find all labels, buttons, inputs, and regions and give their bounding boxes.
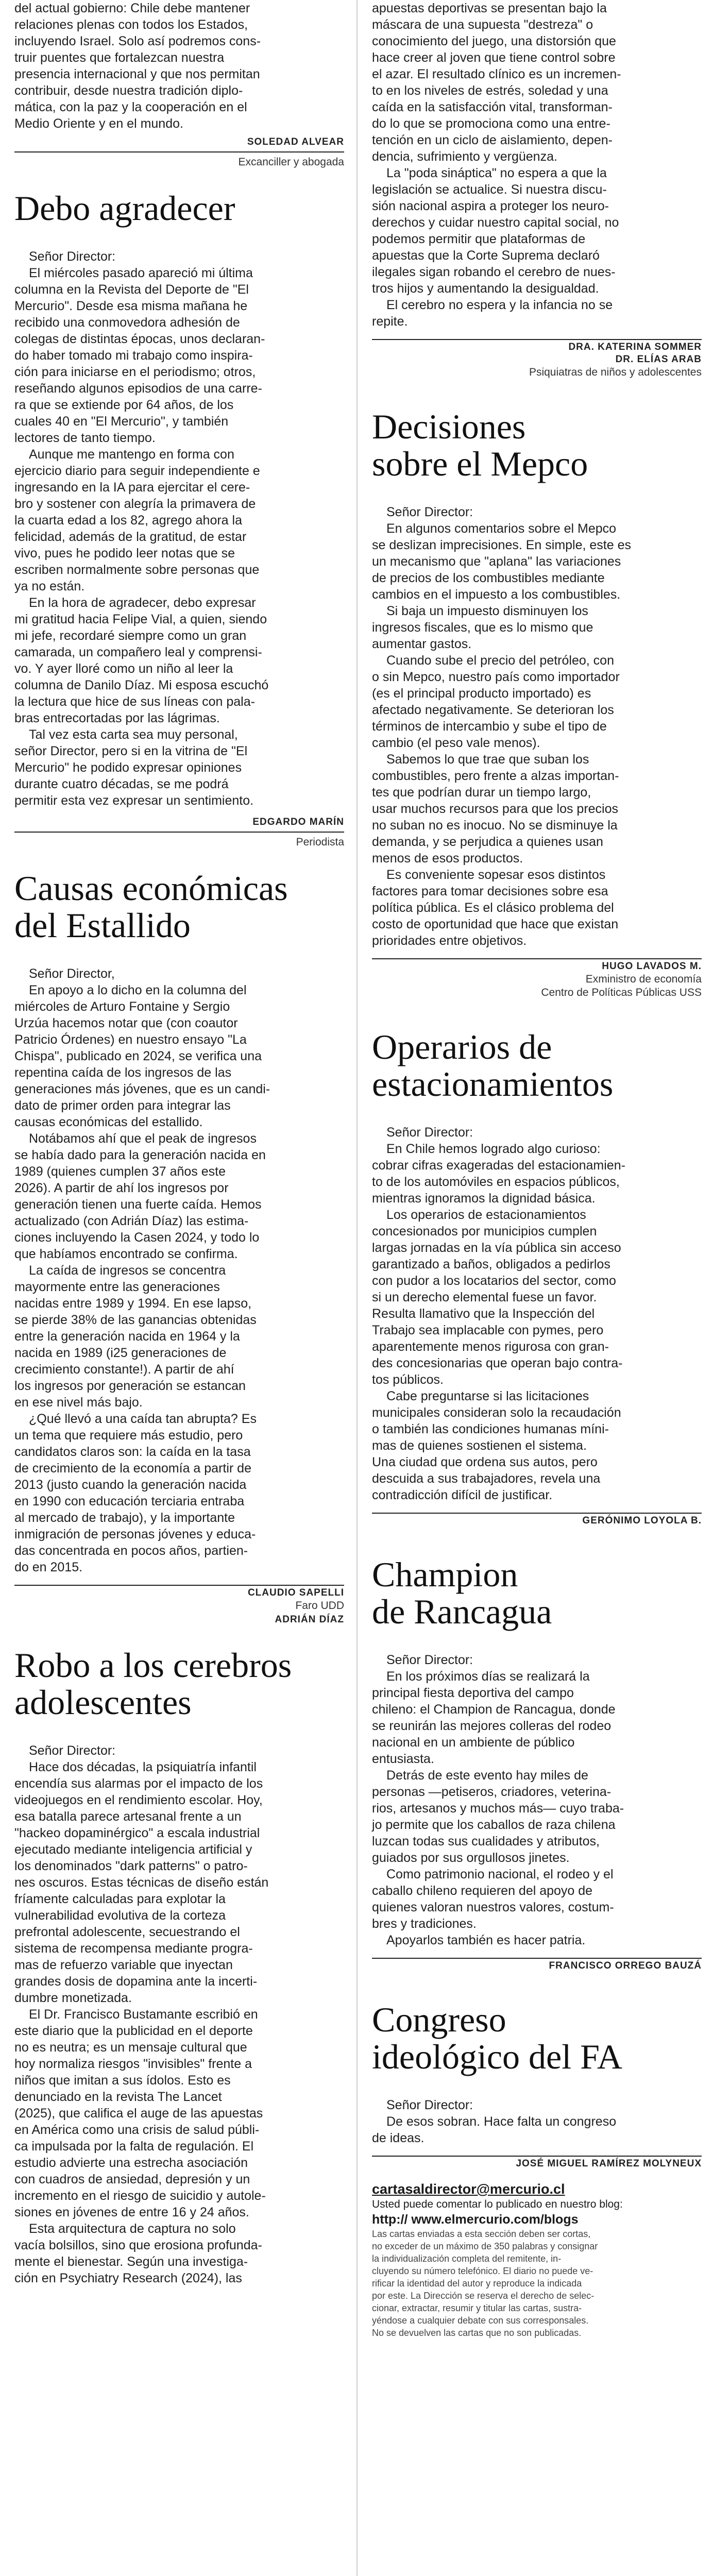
text-line: tos públicos. [372,1372,444,1387]
text-line: Señor Director: [29,1743,116,1758]
text-line: jo permite que los caballos de raza chilena [372,1818,616,1832]
text-line: yéndose a cualquier debate con sus corresponsales. [372,2315,589,2326]
text-line: cambios en el impuesto a los combustibles. [372,587,621,602]
text-line: Señor Director: [386,1125,473,1140]
text-line: apuestas deportivas se presentan bajo la [372,1,607,15]
text-line: ingresos fiscales, que es lo mismo que [372,620,593,635]
text-line: encendía sus alarmas por el impacto de los [14,1776,263,1791]
text-line: tención en un ciclo de aislamiento, depen- [372,133,613,147]
text-line: El cerebro no espera y la infancia no se [386,298,613,312]
text-line: vulnerabilidad evolutiva de la corteza [14,1908,226,1923]
text-line: en ese nivel más bajo. [14,1395,143,1410]
text-line: los ingresos por generación se estancan [14,1379,246,1393]
text-line: en América como una crisis de salud públi- [14,2123,260,2137]
text-line: quienes valoran nuestros valores, costum- [372,1900,614,1914]
right-column [372,0,702,2339]
text-line: De esos sobran. Hace falta un congreso [386,2114,617,2129]
text-line: prioridades entre objetivos. [372,934,527,948]
letter-body [372,1652,702,1948]
text-line: contradicción difícil de justificar. [372,1488,553,1502]
text-line: do haber tomado mi trabajo como inspira- [14,348,253,363]
signature-rule [372,1958,702,1959]
text-line: cionar, extractar, resumir y titular las cartas, sustra- [372,2303,582,2313]
text-line: no suban no es inocuo. No se disminuye la [372,818,618,833]
text-line: Mercurio". Desde esa misma mañana he [14,299,248,313]
text-line: das concentrada en pocos años, partien- [14,1544,248,1558]
title-line: sobre el Mepco [372,444,588,483]
text-line: tes que podrían durar un tiempo largo, [372,785,591,800]
text-line: mente el bienestar. Según una investiga- [14,2255,248,2269]
letter-affiliation: Periodista [296,836,344,848]
text-line: En Chile hemos logrado algo curioso: [386,1142,601,1156]
text-line: recibido una conmovedora adhesión de [14,315,240,330]
text-line: La "poda sináptica" no espera a que la [386,166,607,180]
text-line: términos de intercambio y sube el tipo de [372,719,607,734]
letter-author: SOLEDAD ALVEAR [247,137,344,147]
letter-title [372,1028,702,1103]
text-line: mi gratitud hacia Felipe Vial, a quien, siendo [14,612,267,626]
text-line: Medio Oriente y en el mundo. [14,116,183,131]
signature-rule [14,832,344,833]
text-line: bres y tradiciones. [372,1917,477,1931]
text-line: siones en jóvenes de entre 16 y 24 años. [14,2205,249,2219]
text-line: En algunos comentarios sobre el Mepco [386,521,617,536]
text-line: la individualización completa del remitente, in- [372,2253,562,2264]
text-line: to en los niveles de estrés, soledad y una [372,83,608,98]
text-line: truir puentes que fortalezcan nuestra [14,50,225,65]
title-line: ideológico del FA [372,2037,622,2076]
text-line: Trabajo sea implacable con pymes, pero [372,1323,604,1337]
text-line: Cabe preguntarse si las licitaciones [386,1389,589,1403]
text-line: el azar. El resultado clínico es un incremen- [372,67,621,81]
text-line: videojuegos en el rendimiento escolar. Hoy, [14,1793,263,1807]
letter-author: CLAUDIO SAPELLI [247,1587,344,1598]
text-line: o sin Mepco, nuestro país como importador [372,670,620,684]
text-line: des concesionarias que operan bajo contra- [372,1356,623,1370]
text-line: felicidad, además de la gratitud, de estar [14,530,247,544]
text-line: nacidas entre 1989 y 1994. En ese lapso, [14,1296,252,1311]
signature-rule [372,958,702,959]
text-line: camarada, un compañero leal y comprensi- [14,645,262,659]
text-line: este diario que la publicidad en el deporte [14,2024,253,2038]
text-line: denunciado en la revista The Lancet [14,2090,222,2104]
text-line: entre la generación nacida en 1964 y la [14,1329,240,1344]
title-line: del Estallido [14,906,191,945]
text-line: afectado negativamente. Se deterioran los [372,703,614,717]
text-line: columna de Danilo Díaz. Mi esposa escuchó [14,678,269,692]
text-line: los denominados "dark patterns" o patro- [14,1859,248,1873]
text-line: 1989 (quienes cumplen 37 años este [14,1164,226,1179]
letters-email-link[interactable]: cartasaldirector@mercurio.cl [372,2181,565,2197]
letter-affiliation: Centro de Políticas Públicas USS [541,987,702,998]
text-line: lectores de tanto tiempo. [14,431,156,445]
text-line: ingresando en la IA para ejercitar el cere- [14,480,250,495]
text-line: largas jornadas en la vía pública sin acceso [372,1241,621,1255]
text-line: hace creer al joven que tiene control sobre [372,50,616,65]
text-line: Señor Director: [386,2098,473,2112]
text-line: de precios de los combustibles mediante [372,571,605,585]
text-line: ejecutado mediante inteligencia artificial y [14,1842,252,1857]
letters-footer [372,2180,702,2339]
text-line: tros hijos y aumentando la desigualdad. [372,281,599,296]
text-line: estudio advierte una estrecha asociación [14,2156,248,2170]
column-divider [356,0,358,2576]
text-line: vacía bolsillos, sino que erosiona profunda- [14,2238,262,2252]
text-line: relaciones plenas con todos los Estados, [14,18,248,32]
title-line: Champion [372,1555,518,1594]
text-line: al mercado de trabajo), y la importante [14,1511,235,1525]
blog-link[interactable]: http:// www.elmercurio.com/blogs [372,2212,579,2227]
letter-author: FRANCISCO ORREGO BAUZÁ [549,1960,702,1971]
signature-rule [14,1585,344,1586]
text-line: columna en la Revista del Deporte de "El [14,282,249,297]
text-line: un mecanismo que "aplana" las variaciones [372,554,621,569]
title-line: adolescentes [14,1683,192,1722]
text-line: Aunque me mantengo en forma con [29,447,234,462]
text-line: concesionados por municipios cumplen [372,1224,597,1239]
text-line: Resulta llamativo que la Inspección del [372,1307,595,1321]
text-line: fríamente calculadas para explotar la [14,1892,226,1906]
text-line: presencia internacional y que nos permitan [14,67,260,81]
text-line: un tema que requiere más estudio, pero [14,1428,243,1443]
text-line: por este. La Dirección se reserva el derecho de selec- [372,2291,595,2301]
text-line: Señor Director, [29,967,115,981]
text-line: Chispa", publicado en 2024, se verifica una [14,1049,262,1063]
text-line: apuestas que la Corte Suprema declaró [372,248,600,263]
text-line: ciones incluyendo la Casen 2024, y todo lo [14,1230,260,1245]
text-line: mientras ignoramos la dignidad básica. [372,1191,596,1206]
letter-title: Debo agradecer [14,189,235,228]
text-line: incremento en el riesgo de suicidio y autole- [14,2189,266,2203]
text-line: El miércoles pasado apareció mi última [29,266,253,280]
text-line: mática, con la paz y la cooperación en el [14,100,247,114]
title-line: de Rancagua [372,1592,552,1631]
text-line: personas —petiseros, criadores, veterina- [372,1785,612,1799]
text-line: la cuarta edad a los 82, agrego ahora la [14,513,242,528]
text-line: legislación se actualice. Si nuestra discu- [372,182,607,197]
letter-body [372,1124,702,1503]
text-line: mas de refuerzo variable que inyectan [14,1958,233,1972]
letter-title [372,1556,702,1630]
text-line: menos de esos productos. [372,851,523,866]
letter-body [372,504,702,949]
text-line: Detrás de este evento hay miles de [386,1768,588,1783]
letter-author: GERÓNIMO LOYOLA B. [582,1515,702,1526]
signature-rule [372,2156,702,2157]
intro-letter-fragment [14,0,344,132]
letter-affiliation: Psiquiatras de niños y adolescentes [529,366,702,378]
text-line: vivo, pues he podido leer notas que se [14,546,235,561]
text-line: crecimiento constante!). A partir de ahí [14,1362,234,1377]
text-line: 2013 (justo cuando la generación nacida [14,1478,247,1492]
text-line: Apoyarlos también es hacer patria. [386,1933,586,1947]
text-line: se reunirán las mejores colleras del rodeo [372,1719,612,1733]
text-line: actualizado (con Adrián Díaz) las estima- [14,1214,249,1228]
text-line: municipales consideran solo la recaudación [372,1405,621,1420]
text-line: del actual gobierno: Chile debe mantener [14,1,250,15]
letter-body [14,965,344,1575]
letter-coauthor: ADRIÁN DÍAZ [275,1614,344,1625]
text-line: la lectura que hice de sus líneas con pala- [14,694,255,709]
text-line: colegas de distintas épocas, unos declaran- [14,332,265,346]
text-line: guiados por sus orgullosos jinetes. [372,1851,570,1865]
text-line: nacional en un ambiente de público [372,1735,575,1750]
text-line: vo. Y ayer lloré como un niño al leer la [14,662,233,676]
letter-author: EDGARDO MARÍN [252,817,344,827]
text-line: se deslizan imprecisiones. En simple, este es [372,538,632,552]
text-line: Si baja un impuesto disminuyen los [386,604,588,618]
text-line: repentina caída de los ingresos de las [14,1065,232,1080]
letter-author: JOSÉ MIGUEL RAMÍREZ MOLYNEUX [516,2158,702,2169]
text-line: Como patrimonio nacional, el rodeo y el [386,1867,614,1882]
title-line: estacionamientos [372,1064,614,1104]
title-line: Congreso [372,2000,506,2039]
blog-intro: Usted puede comentar lo publicado en nuestro blog: [372,2198,623,2210]
title-line: Robo a los cerebros [14,1646,292,1685]
text-line: conocimiento del juego, una distorsión que [372,34,616,48]
text-line: permitir esta vez expresar un sentimiento. [14,793,254,808]
letter-body-continued [372,0,702,330]
text-line: niños que imitan a sus ídolos. Esto es [14,2073,231,2088]
text-line: podemos permitir que plataformas de [372,232,586,246]
letter-author: DRA. KATERINA SOMMER [568,342,702,352]
text-line: Cuando sube el precio del petróleo, con [386,653,614,668]
text-line: Señor Director: [29,249,116,264]
text-line: Notábamos ahí que el peak de ingresos [29,1131,257,1146]
letter-affiliation: Faro UDD [295,1600,344,1612]
text-line: (2025), que califica el auge de las apuestas [14,2106,263,2121]
text-line: causas económicas del estallido. [14,1115,203,1129]
text-line: Señor Director: [386,505,473,519]
text-line: de crecimiento de la economía a partir de [14,1461,251,1476]
title-line: Causas económicas [14,869,288,908]
text-line: mi jefe, recordaré siempre como un gran [14,629,247,643]
text-line: reseñando algunos episodios de una carre- [14,381,262,396]
text-line: 2026). A partir de ahí los ingresos por [14,1181,229,1195]
text-line: Sabemos lo que trae que suban los [386,752,589,767]
text-line: ción en Psychiatry Research (2024), las [14,2271,242,2285]
intro-letter-body [14,0,344,132]
text-line: factores para tomar decisiones sobre esa [372,884,608,899]
text-line: candidatos claros son: la caída en la tasa [14,1445,251,1459]
text-line: luzcan todas sus cualidades y atributos, [372,1834,600,1849]
text-line: do lo que se promociona como una entre- [372,116,610,131]
text-line: to de los automóviles en espacios públicos, [372,1175,620,1189]
text-line: de ideas. [372,2131,425,2145]
text-line: con pudor a los locatarios del sector, como [372,1274,616,1288]
text-line: que habíamos encontrado se confirma. [14,1247,238,1261]
text-line: señor Director, pero si en la vitrina de "El [14,744,248,758]
text-line: Hace dos décadas, la psiquiatría infantil [29,1760,257,1774]
text-line: nacida en 1989 (i25 generaciones de [14,1346,227,1360]
text-line: La caída de ingresos se concentra [29,1263,226,1278]
text-line: bras entrecortadas por las lágrimas. [14,711,220,725]
text-line: descuida a sus trabajadores, revela una [372,1471,601,1486]
text-line: rificar la identidad del autor y reproduce la indicada [372,2278,582,2289]
text-line: aumentar gastos. [372,637,472,651]
text-line: dumbre monetizada. [14,1991,132,2005]
text-line: mas de quienes sostienen el sistema. [372,1438,587,1453]
signature-rule [372,339,702,340]
text-line: Es conveniente sopesar esos distintos [386,868,606,882]
text-line: ejercicio diario para seguir independiente e [14,464,260,478]
text-line: cluyendo su número telefónico. El diario no puede ve- [372,2266,593,2276]
letter-affiliation: Excanciller y abogada [238,156,344,168]
signature-rule [14,151,344,152]
text-line: Urzúa hacemos notar que (con coautor [14,1016,238,1030]
text-line: repite. [372,314,408,329]
text-line: En apoyo a lo dicho en la columna del [29,983,247,997]
text-line: contribuir, desde nuestra tradición diplo- [14,83,243,98]
text-line: caída en la satisfacción vital, transforman- [372,100,613,114]
text-line: costo de oportunidad que hace que existan [372,917,619,931]
text-line: no exceder de un máximo de 350 palabras y consignar [372,2241,598,2251]
text-line: o también las condiciones humanas míni- [372,1422,609,1436]
text-line: generación tienen una fuerte caída. Hemos [14,1197,262,1212]
text-line: "hackeo dopaminérgico" a escala industrial [14,1826,260,1840]
text-line: combustibles, pero frente a alzas importan- [372,769,619,783]
title-line: Decisiones [372,407,526,446]
text-line: política pública. Es el clásico problema del [372,901,614,915]
text-line: ya no están. [14,579,85,594]
text-line: do en 2015. [14,1560,83,1574]
title-line: Operarios de [372,1027,552,1066]
letter-author: HUGO LAVADOS M. [602,961,702,972]
text-line: derechos y cuidar nuestro capital social, no [372,215,619,230]
text-line: garantizado a baños, obligados a pedirlos [372,1257,610,1272]
letter-title [372,2001,702,2075]
text-line: sión nacional aspira a proteger los neuro- [372,199,609,213]
text-line: aparentemente menos rigurosa con gran- [372,1340,609,1354]
text-line: chileno: el Champion de Rancagua, donde [372,1702,616,1717]
letter-body [14,1742,344,2286]
text-line: sistema de recompensa mediante progra- [14,1941,253,1956]
text-line: rios, artesanos y muchos más— cuyo traba- [372,1801,624,1816]
text-line: si un derecho elemental fuese un favor. [372,1290,597,1304]
text-line: mayormente entre las generaciones [14,1280,220,1294]
text-line: Señor Director: [386,1653,473,1667]
letter-body [14,248,344,809]
letter-author: DR. ELÍAS ARAB [615,354,702,365]
text-line: se había dado para la generación nacida en [14,1148,266,1162]
text-line: durante cuatro décadas, se me podrá [14,777,229,791]
text-line: Esta arquitectura de captura no solo [29,2222,236,2236]
text-line: cambio (el peso vale menos). [372,736,540,750]
text-line: esa batalla parece artesanal frente a un [14,1809,242,1824]
left-column [14,0,344,2286]
text-line: dencia, sufrimiento y vergüenza. [372,149,557,164]
text-line: ¿Qué llevó a una caída tan abrupta? Es [29,1412,257,1426]
text-line: grandes dosis de dopamina ante la incerti- [14,1974,258,1989]
text-line: generaciones más jóvenes, que es un candi- [14,1082,270,1096]
letter-title [372,408,702,482]
letters-policy-notice [372,2228,702,2339]
text-line: hoy normaliza riesgos "invisibles" frente a [14,2057,252,2071]
text-line: En la hora de agradecer, debo expresar [29,596,256,610]
text-line: con cuadros de ansiedad, depresión y un [14,2172,250,2187]
text-line: no es neutra; es un mensaje cultural que [14,2040,247,2055]
text-line: cobrar cifras exageradas del estacionamien- [372,1158,625,1173]
text-line: prefrontal adolescente, secuestrando el [14,1925,240,1939]
text-line: principal fiesta deportiva del campo [372,1686,574,1700]
text-line: En los próximos días se realizará la [386,1669,590,1684]
text-line: Los operarios de estacionamientos [386,1208,586,1222]
letter-title [14,1647,344,1721]
text-line: demanda, y se perjudica a quienes usan [372,835,603,849]
text-line: inmigración de personas jóvenes y educa- [14,1527,256,1541]
text-line: se pierde 38% de las ganancias obtenidas [14,1313,257,1327]
text-line: El Dr. Francisco Bustamante escribió en [29,2007,258,2022]
text-line: (es el principal producto importado) es [372,686,591,701]
text-line: No se devuelven las cartas que no son publicadas. [372,2328,582,2338]
text-line: Patricio Órdenes) en nuestro ensayo "La [14,1032,247,1047]
text-line: entusiasta. [372,1752,434,1766]
text-line: caballo chileno requieren del apoyo de [372,1884,593,1898]
signature-rule [372,1513,702,1514]
text-line: ilegales sigan robando el cerebro de nues- [372,265,616,279]
text-line: en 1990 con educación terciaria entraba [14,1494,245,1509]
text-line: Una ciudad que ordena sus autos, pero [372,1455,598,1469]
text-line: miércoles de Arturo Fontaine y Sergio [14,999,230,1014]
letter-title [14,870,344,944]
text-line: cuales 40 en "El Mercurio", y también [14,414,229,429]
text-line: nes oscuros. Estas técnicas de diseño están [14,1875,269,1890]
text-line: escriben normalmente sobre personas que [14,563,260,577]
text-line: Tal vez esta carta sea muy personal, [29,727,238,742]
text-line: usar muchos recursos para que los precios [372,802,619,816]
text-line: Mercurio" he podido expresar opiniones [14,760,242,775]
text-line: Las cartas enviadas a esta sección deben ser cortas, [372,2229,591,2239]
text-line: bro y sostener con alegría la primavera de [14,497,256,511]
text-line: ca impulsada por la falta de regulación. El [14,2139,254,2154]
letter-affiliation: Exministro de economía [585,973,702,985]
text-line: máscara de una supuesta "destreza" o [372,18,593,32]
letter-body [372,2097,702,2146]
text-line: incluyendo Israel. Solo así podremos cons- [14,34,261,48]
text-line: ción para iniciarse en el periodismo; otros, [14,365,256,379]
text-line: dato de primer orden para integrar las [14,1098,231,1113]
text-line: ra que se extiende por 64 años, de los [14,398,234,412]
